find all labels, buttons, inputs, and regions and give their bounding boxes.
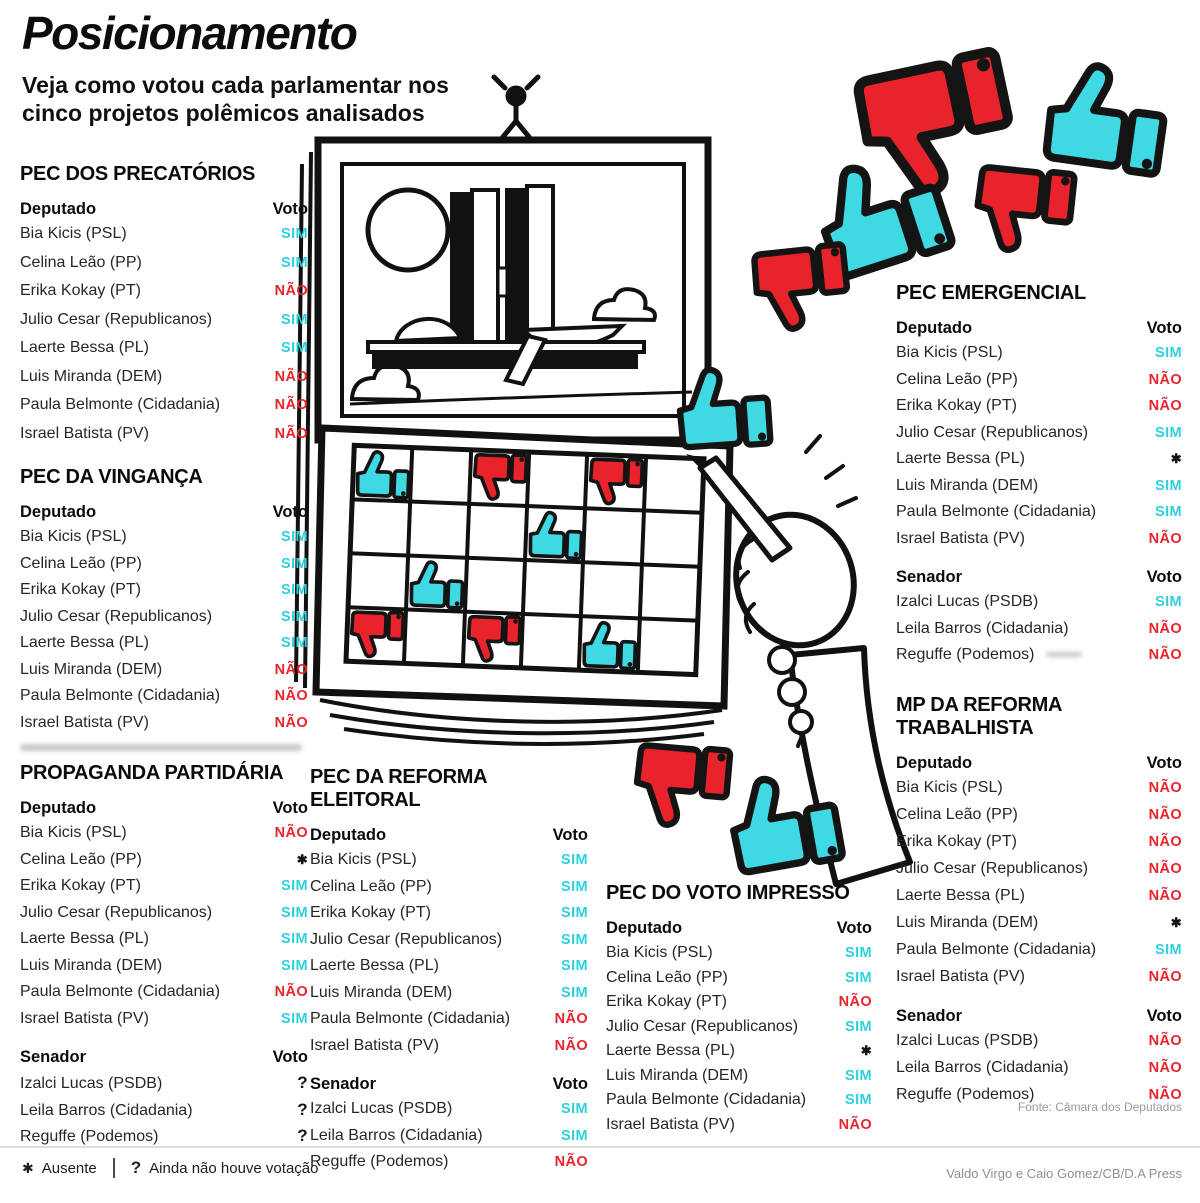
page-subtitle: Veja como votou cada parlamentar nos cinco projetos polêmicos analisados	[22, 72, 449, 126]
parliamentarian-name: Bia Kicis (PSL)	[606, 944, 713, 961]
parliamentarian-name: Laerte Bessa (PL)	[20, 339, 149, 356]
vote-value: ?	[297, 1126, 308, 1145]
absent-label: Ausente	[41, 1159, 97, 1177]
table-header	[20, 1048, 308, 1067]
vote-value: SIM	[1155, 477, 1182, 494]
parliamentarian-name: Laerte Bessa (PL)	[20, 930, 149, 947]
table-row	[896, 620, 1182, 647]
table-row	[310, 851, 588, 878]
parliamentarian-name: Paula Belmonte (Cidadania)	[606, 1091, 807, 1108]
role-column-label: Senador	[20, 1048, 87, 1066]
table-title: PEC DO VOTO IMPRESSO	[606, 882, 850, 904]
vote-column-label: Voto	[1146, 568, 1182, 586]
parliamentarian-name: Luis Miranda (DEM)	[310, 983, 453, 1001]
vote-column-label: Voto	[552, 826, 588, 844]
table-title: MP DA REFORMA TRABALHISTA	[896, 694, 1062, 739]
vote-value: NÃO	[1148, 530, 1182, 547]
parliamentarian-name: Erika Kokay (PT)	[606, 993, 727, 1010]
vote-value: NÃO	[274, 397, 308, 413]
vote-value: NÃO	[274, 368, 308, 385]
vote-value: NÃO	[274, 425, 308, 442]
vote-value: NÃO	[1148, 834, 1182, 850]
vote-value: ?	[297, 1099, 308, 1119]
table-row	[896, 779, 1182, 806]
table-row	[20, 254, 308, 283]
parliamentarian-name: Laerte Bessa (PL)	[896, 450, 1025, 467]
table-row	[20, 311, 308, 340]
parliamentarian-name: Paula Belmonte (Cidadania)	[896, 503, 1097, 520]
vote-value: SIM	[561, 878, 588, 895]
vote-value: SIM	[1155, 594, 1182, 610]
vote-value: SIM	[845, 945, 872, 961]
vote-value: NÃO	[274, 825, 308, 841]
table-pec-da-reforma-eleitoral	[310, 766, 588, 1180]
table-row	[310, 1037, 588, 1064]
table-row	[896, 887, 1182, 914]
parliamentarian-name: Bia Kicis (PSL)	[20, 225, 127, 242]
parliamentarian-name: Paula Belmonte (Cidadania)	[896, 941, 1097, 958]
vote-value: ?	[297, 1073, 308, 1092]
table-pec-da-vinganca	[20, 466, 308, 740]
parliamentarian-name: Reguffe (Podemos)	[310, 1153, 449, 1170]
parliamentarian-name: Celina Leão (PP)	[896, 806, 1018, 823]
parliamentarian-name: Leila Barros (Cidadania)	[310, 1126, 483, 1144]
parliamentarian-name: Julio Cesar (Republicanos)	[310, 930, 503, 948]
vote-value: NÃO	[838, 994, 872, 1010]
role-column-label: Senador	[896, 568, 963, 586]
calendar-grid-page	[316, 428, 730, 706]
parliamentarian-name: Izalci Lucas (PSDB)	[20, 1075, 163, 1092]
parliamentarian-name: Leila Barros (Cidadania)	[20, 1101, 193, 1119]
parliamentarian-name: Israel Batista (PV)	[896, 529, 1025, 547]
parliamentarian-name: Luis Miranda (DEM)	[20, 956, 163, 974]
table-row	[20, 1073, 308, 1100]
table-row	[606, 1018, 872, 1043]
credit-line: Valdo Virgo e Caio Gomez/CB/D.A Press	[946, 1166, 1182, 1181]
parliamentarian-name: Erika Kokay (PT)	[20, 581, 141, 598]
table-row	[896, 1032, 1182, 1059]
table-row	[310, 1153, 588, 1180]
page-title: Posicionamento	[22, 7, 357, 59]
parliamentarian-name: Paula Belmonte (Cidadania)	[20, 396, 221, 413]
table-header	[20, 503, 308, 522]
table-row	[20, 396, 308, 425]
role-column-label: Deputado	[896, 754, 973, 772]
parliamentarian-name: Reguffe (Podemos)	[20, 1128, 159, 1145]
table-row	[606, 1091, 872, 1116]
table-pec-emergencial	[896, 282, 1182, 673]
parliamentarian-name: Bia Kicis (PSL)	[896, 779, 1003, 796]
vote-value: NÃO	[1148, 969, 1182, 985]
vote-value: NÃO	[838, 1116, 872, 1133]
table-pec-dos-precatorios	[20, 163, 308, 453]
parliamentarian-name: Bia Kicis (PSL)	[310, 851, 417, 868]
parliamentarian-name: Erika Kokay (PT)	[896, 397, 1017, 414]
table-row	[896, 344, 1182, 371]
thumbs-down-icon	[974, 165, 1075, 256]
vote-value: ✱	[1170, 915, 1182, 930]
thumbs-down-icon	[753, 244, 851, 332]
parliamentarian-name: Julio Cesar (Republicanos)	[606, 1017, 799, 1035]
parliamentarian-name: Bia Kicis (PSL)	[20, 528, 127, 545]
role-column-label: Deputado	[20, 503, 97, 521]
vote-value: SIM	[281, 904, 308, 921]
table-row	[20, 714, 308, 741]
vote-value: SIM	[561, 931, 588, 948]
table-row	[310, 957, 588, 984]
table-row	[20, 904, 308, 931]
legend-separator	[113, 1158, 115, 1178]
vote-value: SIM	[281, 582, 308, 598]
vote-value: NÃO	[554, 1037, 588, 1054]
parliamentarian-name: Israel Batista (PV)	[896, 968, 1025, 985]
parliamentarian-name: Izalci Lucas (PSDB)	[310, 1100, 453, 1117]
thumbs-down-icon	[634, 743, 731, 830]
role-column-label: Deputado	[310, 826, 387, 844]
vote-value: SIM	[845, 1067, 872, 1084]
parliamentarian-name: Reguffe (Podemos)	[896, 646, 1035, 663]
pending-label: Ainda não houve votação	[149, 1159, 319, 1177]
parliamentarian-name: Laerte Bessa (PL)	[310, 957, 439, 974]
table-header	[896, 319, 1182, 338]
vote-value: SIM	[845, 969, 872, 986]
vote-value: NÃO	[274, 688, 308, 704]
table-row	[606, 969, 872, 994]
vote-column-label: Voto	[272, 503, 308, 521]
parliamentarian-name: Celina Leão (PP)	[606, 968, 728, 986]
table-row	[606, 993, 872, 1018]
vote-column-label: Voto	[272, 1048, 308, 1066]
table-row	[896, 371, 1182, 398]
vote-value: SIM	[281, 635, 308, 651]
vote-value: SIM	[281, 311, 308, 328]
parliamentarian-name: Luis Miranda (DEM)	[896, 476, 1039, 494]
table-row	[20, 425, 308, 454]
vote-value: SIM	[845, 1018, 872, 1035]
role-column-label: Deputado	[606, 919, 683, 937]
vote-value: SIM	[281, 878, 308, 894]
parliamentarian-name: Celina Leão (PP)	[20, 253, 142, 271]
parliamentarian-name: Leila Barros (Cidadania)	[896, 619, 1069, 637]
sun-icon	[368, 190, 448, 270]
table-header	[606, 919, 872, 938]
vote-value: SIM	[1155, 345, 1182, 361]
vote-value: NÃO	[1148, 1060, 1182, 1076]
table-row	[896, 968, 1182, 995]
table-header	[310, 1075, 588, 1094]
table-row	[20, 528, 308, 555]
table-header	[20, 200, 308, 219]
vote-value: NÃO	[1148, 888, 1182, 904]
parliamentarian-name: Luis Miranda (DEM)	[20, 367, 163, 385]
role-column-label: Deputado	[896, 319, 973, 337]
vote-value: SIM	[845, 1092, 872, 1108]
vote-value: ✱	[860, 1043, 872, 1058]
vote-value: NÃO	[274, 714, 308, 731]
parliamentarian-name: Julio Cesar (Republicanos)	[20, 310, 213, 328]
parliamentarian-name: Laerte Bessa (PL)	[20, 634, 149, 651]
parliamentarian-name: Erika Kokay (PT)	[896, 833, 1017, 850]
table-row	[896, 833, 1182, 860]
vote-value: NÃO	[1148, 647, 1182, 663]
vote-value: NÃO	[274, 661, 308, 678]
parliamentarian-name: Luis Miranda (DEM)	[606, 1066, 749, 1084]
table-row	[896, 646, 1182, 673]
table-row	[606, 1116, 872, 1141]
table-header	[896, 1007, 1182, 1026]
table-row	[896, 1059, 1182, 1086]
parliamentarian-name: Izalci Lucas (PSDB)	[896, 1032, 1039, 1049]
table-row	[310, 904, 588, 931]
table-header	[310, 826, 588, 845]
table-row	[310, 1100, 588, 1127]
vote-value: SIM	[561, 1127, 588, 1144]
parliamentarian-name: Bia Kicis (PSL)	[20, 824, 127, 841]
table-row	[20, 282, 308, 311]
vote-value: NÃO	[1148, 780, 1182, 796]
vote-value: NÃO	[1148, 398, 1182, 414]
table-row	[896, 503, 1182, 530]
table-row	[20, 634, 308, 661]
table-row	[310, 931, 588, 958]
parliamentarian-name: Celina Leão (PP)	[20, 554, 142, 572]
table-row	[20, 225, 308, 254]
parliamentarian-name: Luis Miranda (DEM)	[20, 660, 163, 678]
vote-value: NÃO	[274, 984, 308, 1000]
table-header	[20, 799, 308, 818]
table-row	[20, 877, 308, 904]
table-row	[20, 851, 308, 878]
table-title: PEC EMERGENCIAL	[896, 282, 1086, 304]
table-row	[310, 984, 588, 1011]
role-column-label: Senador	[310, 1075, 377, 1093]
role-column-label: Deputado	[20, 799, 97, 817]
vote-value: NÃO	[274, 283, 308, 299]
table-row	[896, 914, 1182, 941]
table-row	[20, 1100, 308, 1127]
vote-value: NÃO	[1148, 1087, 1182, 1103]
table-row	[896, 860, 1182, 887]
role-column-label: Deputado	[20, 200, 97, 218]
table-row	[896, 806, 1182, 833]
role-column-label: Senador	[896, 1007, 963, 1025]
parliamentarian-name: Leila Barros (Cidadania)	[896, 1059, 1069, 1076]
table-header	[896, 568, 1182, 587]
table-row	[20, 1010, 308, 1037]
table-title: PROPAGANDA PARTIDÁRIA	[20, 762, 284, 784]
table-row	[20, 687, 308, 714]
table-pec-do-voto-impresso	[606, 882, 872, 1140]
parliamentarian-name: Izalci Lucas (PSDB)	[896, 593, 1039, 610]
vote-value: NÃO	[1148, 371, 1182, 388]
header	[22, 6, 458, 150]
vote-value: SIM	[561, 984, 588, 1001]
parliamentarian-name: Laerte Bessa (PL)	[896, 887, 1025, 904]
vote-value: NÃO	[1148, 861, 1182, 877]
parliamentarian-name: Luis Miranda (DEM)	[896, 914, 1039, 931]
parliamentarian-name: Paula Belmonte (Cidadania)	[20, 983, 221, 1000]
parliamentarian-name: Israel Batista (PV)	[20, 424, 149, 442]
table-row	[606, 944, 872, 969]
table-row	[310, 1127, 588, 1154]
table-row	[896, 941, 1182, 968]
vote-value: SIM	[561, 905, 588, 921]
vote-value: SIM	[561, 1101, 588, 1117]
vote-value: SIM	[281, 1010, 308, 1027]
parliamentarian-name: Paula Belmonte (Cidadania)	[20, 687, 221, 704]
table-row	[310, 878, 588, 905]
table-row	[896, 477, 1182, 504]
parliamentarian-name: Israel Batista (PV)	[310, 1036, 439, 1054]
table-row	[896, 530, 1182, 557]
vote-value: SIM	[281, 226, 308, 242]
vote-value: SIM	[281, 529, 308, 545]
source-note: Fonte: Câmara dos Deputados	[1017, 1100, 1182, 1114]
parliamentarian-name: Julio Cesar (Republicanos)	[896, 860, 1089, 877]
footer-divider	[0, 1146, 1200, 1148]
parliamentarian-name: Israel Batista (PV)	[606, 1115, 735, 1133]
table-row	[896, 593, 1182, 620]
table-row	[20, 957, 308, 984]
parliamentarian-name: Bia Kicis (PSL)	[896, 344, 1003, 361]
table-row	[20, 555, 308, 582]
parliamentarian-name: Laerte Bessa (PL)	[606, 1042, 735, 1059]
vote-column-label: Voto	[1146, 1007, 1182, 1025]
vote-value: NÃO	[1148, 1033, 1182, 1049]
parliamentarian-name: Paula Belmonte (Cidadania)	[310, 1010, 511, 1027]
parliamentarian-name: Julio Cesar (Republicanos)	[20, 607, 213, 625]
table-title: PEC DA VINGANÇA	[20, 466, 203, 488]
vote-value: SIM	[561, 958, 588, 974]
parliamentarian-name: Reguffe (Podemos)	[896, 1086, 1035, 1103]
table-propaganda-partidaria	[20, 762, 308, 1153]
table-row	[20, 368, 308, 397]
vote-column-label: Voto	[272, 200, 308, 218]
vote-value: SIM	[281, 931, 308, 947]
table-row	[20, 824, 308, 851]
vote-column-label: Voto	[1146, 754, 1182, 772]
vote-column-label: Voto	[272, 799, 308, 817]
parliamentarian-name: Erika Kokay (PT)	[20, 282, 141, 299]
parliamentarian-name: Celina Leão (PP)	[310, 877, 432, 895]
parliamentarian-name: Julio Cesar (Republicanos)	[896, 423, 1089, 441]
vote-value: SIM	[281, 608, 308, 625]
table-row	[20, 661, 308, 688]
vote-value: SIM	[561, 852, 588, 868]
parliamentarian-name: Israel Batista (PV)	[20, 1009, 149, 1027]
table-title: PEC DOS PRECATÓRIOS	[20, 163, 256, 185]
table-header	[896, 754, 1182, 773]
parliamentarian-name: Israel Batista (PV)	[20, 713, 149, 731]
faded-divider	[20, 744, 302, 751]
calendar-top-page	[318, 140, 708, 440]
thumbs-up-icon	[1044, 61, 1169, 175]
table-row	[606, 1067, 872, 1092]
vote-value: SIM	[281, 254, 308, 271]
vote-value: SIM	[281, 957, 308, 974]
table-row	[20, 983, 308, 1010]
table-row	[606, 1042, 872, 1067]
parliamentarian-name: Celina Leão (PP)	[20, 850, 142, 868]
table-row	[896, 424, 1182, 451]
legend	[22, 1158, 318, 1178]
vote-value: NÃO	[1148, 620, 1182, 637]
vote-value: NÃO	[554, 1011, 588, 1027]
vote-value: SIM	[281, 555, 308, 572]
vote-value: NÃO	[554, 1154, 588, 1170]
parliamentarian-name: Julio Cesar (Republicanos)	[20, 903, 213, 921]
table-mp-da-reforma-trabalhista	[896, 694, 1182, 1113]
table-row	[20, 339, 308, 368]
table-row	[20, 930, 308, 957]
parliamentarian-name: Erika Kokay (PT)	[20, 877, 141, 894]
table-title: PEC DA REFORMA ELEITORAL	[310, 766, 487, 811]
table-row	[20, 581, 308, 608]
vote-value: NÃO	[1148, 807, 1182, 823]
absent-symbol-icon: ✱	[22, 1159, 34, 1176]
vote-column-label: Voto	[552, 1075, 588, 1093]
vote-column-label: Voto	[836, 919, 872, 937]
parliamentarian-name: Erika Kokay (PT)	[310, 904, 431, 921]
hanger-icon	[494, 77, 538, 143]
vote-value: ✱	[296, 851, 308, 867]
pending-symbol-icon: ?	[130, 1158, 142, 1177]
table-row	[20, 1126, 308, 1153]
vote-value: SIM	[281, 340, 308, 356]
table-row	[896, 450, 1182, 477]
vote-column-label: Voto	[1146, 319, 1182, 337]
table-row	[310, 1010, 588, 1037]
vote-value: SIM	[1155, 424, 1182, 441]
vote-value: SIM	[1155, 942, 1182, 958]
table-row	[896, 397, 1182, 424]
parliamentarian-name: Celina Leão (PP)	[896, 370, 1018, 388]
vote-value: ✱	[1170, 451, 1182, 466]
vote-value: SIM	[1155, 504, 1182, 520]
table-row	[20, 608, 308, 635]
